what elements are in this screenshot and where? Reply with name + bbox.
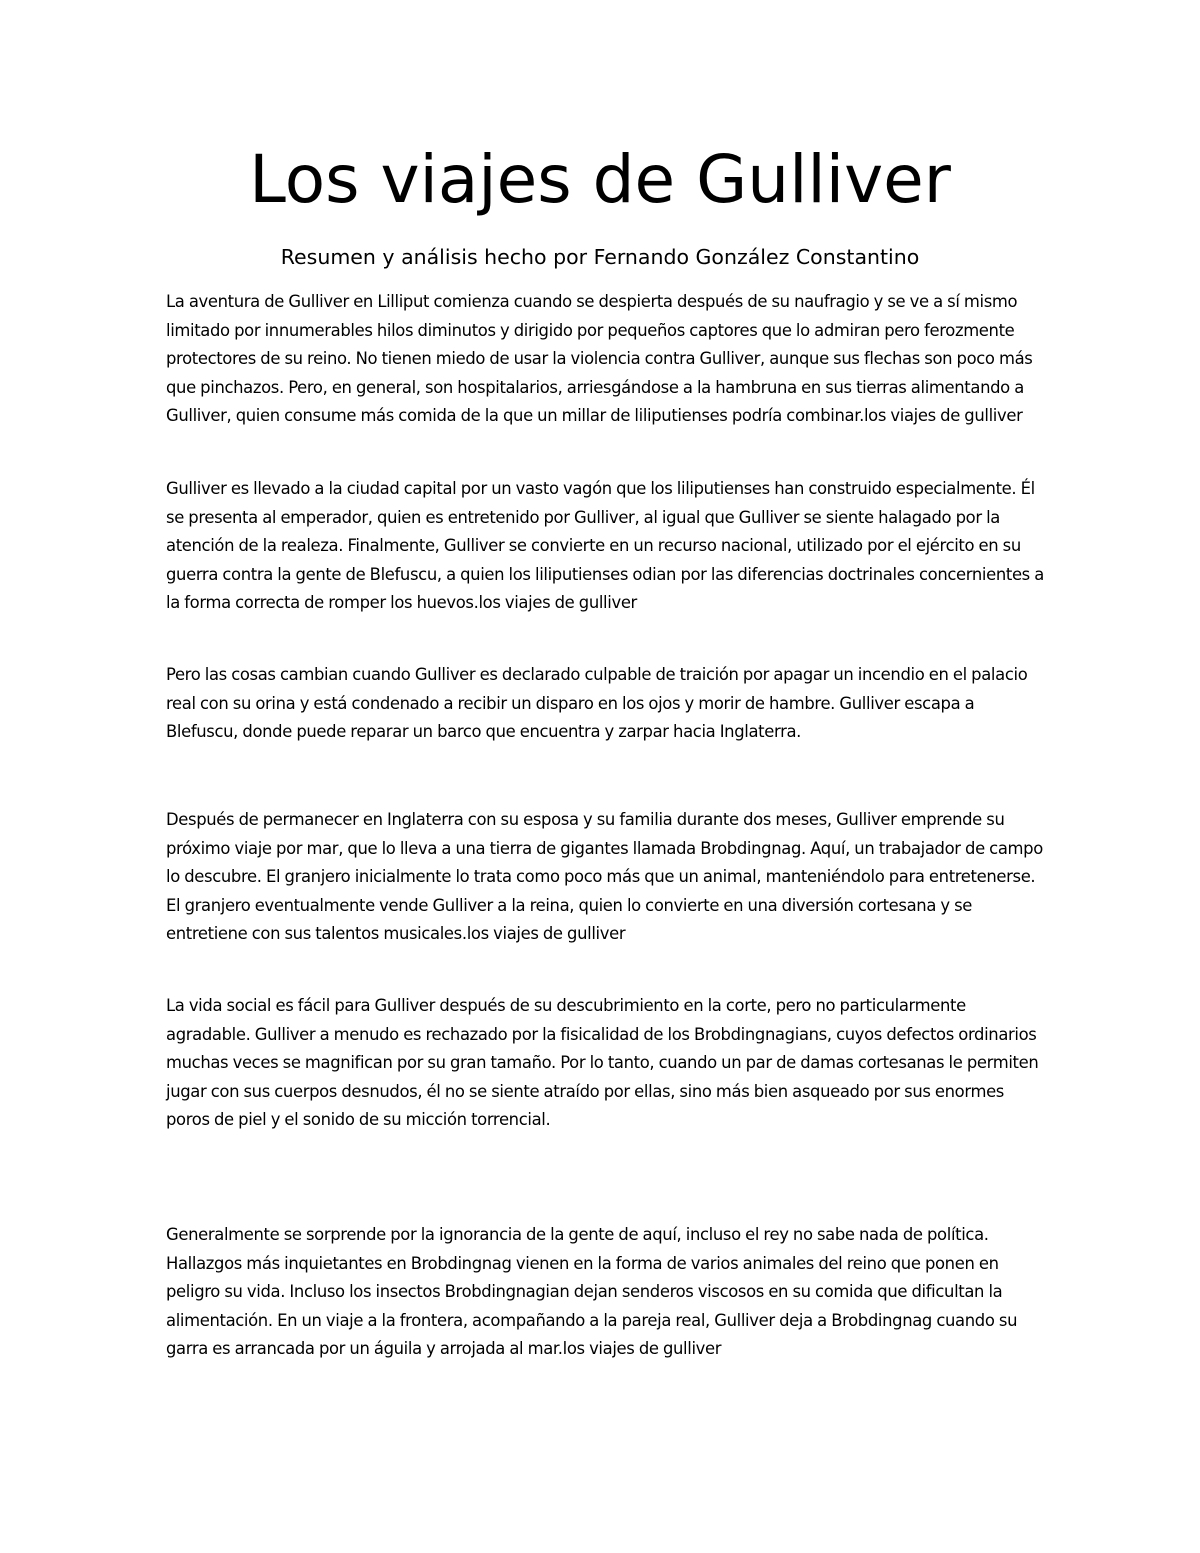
paragraph-4: Después de permanecer en Inglaterra con su esposa y su familia durante dos meses, Gulliver emprende su próximo viaje por mar, que lo lleva a una tierra de gigantes llamada Brobdingnag. Aquí, un trabajador de campo lo descubre. El granjero inicialmente lo trata como poco más que un animal, manteniéndolo para entretenerse. El granjero eventualmente vende Gulliver a la reina, quien lo convierte en una diversión cortesana y se entretiene con sus talentos musicales.los viajes de gulliver [166,810,1043,944]
paragraph-1: La aventura de Gulliver en Lilliput comienza cuando se despierta después de su naufragio y se ve a sí mismo limitado por innumerables hilos diminutos y dirigido por pequeños captores que lo admiran pero ferozmente protectores de su reino. No tienen miedo de usar la violencia contra Gulliver, aunque sus flechas son poco más que pinchazos. Pero, en general, son hospitalarios, arriesgándose a la hambruna en sus tierras alimentando a Gulliver, quien consume más comida de la que un millar de liliputienses podría combinar.los viajes de gulliver [166,292,1033,426]
paragraph-2: Gulliver es llevado a la ciudad capital por un vasto vagón que los liliputienses han construido especialmente. Él se presenta al emperador, quien es entretenido por Gulliver, al igual que Gulliver se siente halagado por la atención de la realeza. Finalmente, Gulliver se convierte en un recurso nacional, utilizado por el ejército en su guerra contra la gente de Blefuscu, a quien los liliputienses odian por las diferencias doctrinales concernientes a la forma correcta de romper los huevos.los viajes de gulliver [166,479,1044,613]
paragraph-6: Generalmente se sorprende por la ignorancia de la gente de aquí, incluso el rey no sabe nada de política. Hallazgos más inquietantes en Brobdingnag vienen en la forma de varios animales del reino que ponen en peligro su vida. Incluso los insectos Brobdingnagian dejan senderos viscosos en su comida que dificultan la alimentación. En un viaje a la frontera, acompañando a la pareja real, Gulliver deja a Brobdingnag cuando su garra es arrancada por un águila y arrojada al mar.los viajes de gulliver [166,1225,1018,1359]
paragraph-5: La vida social es fácil para Gulliver después de su descubrimiento en la corte, pero no particularmente agradable. Gulliver a menudo es rechazado por la fisicalidad de los Brobdingnagians, cuyos defectos ordinarios muchas veces se magnifican por su gran tamaño. Por lo tanto, cuando un par de damas cortesanas le permiten jugar con sus cuerpos desnudos, él no se siente atraído por ellas, sino más bien asqueado por sus enormes poros de piel y el sonido de su micción torrencial. [166,996,1039,1130]
paragraph-3: Pero las cosas cambian cuando Gulliver es declarado culpable de traición por apagar un incendio en el palacio real con su orina y está condenado a recibir un disparo en los ojos y morir de hambre. Gulliver escapa a Blefuscu, donde puede reparar un barco que encuentra y zarpar hacia Inglaterra. [166,665,1028,742]
page-title: Los viajes de Gulliver [249,141,951,218]
page-subtitle: Resumen y análisis hecho por Fernando González Constantino [280,245,920,269]
